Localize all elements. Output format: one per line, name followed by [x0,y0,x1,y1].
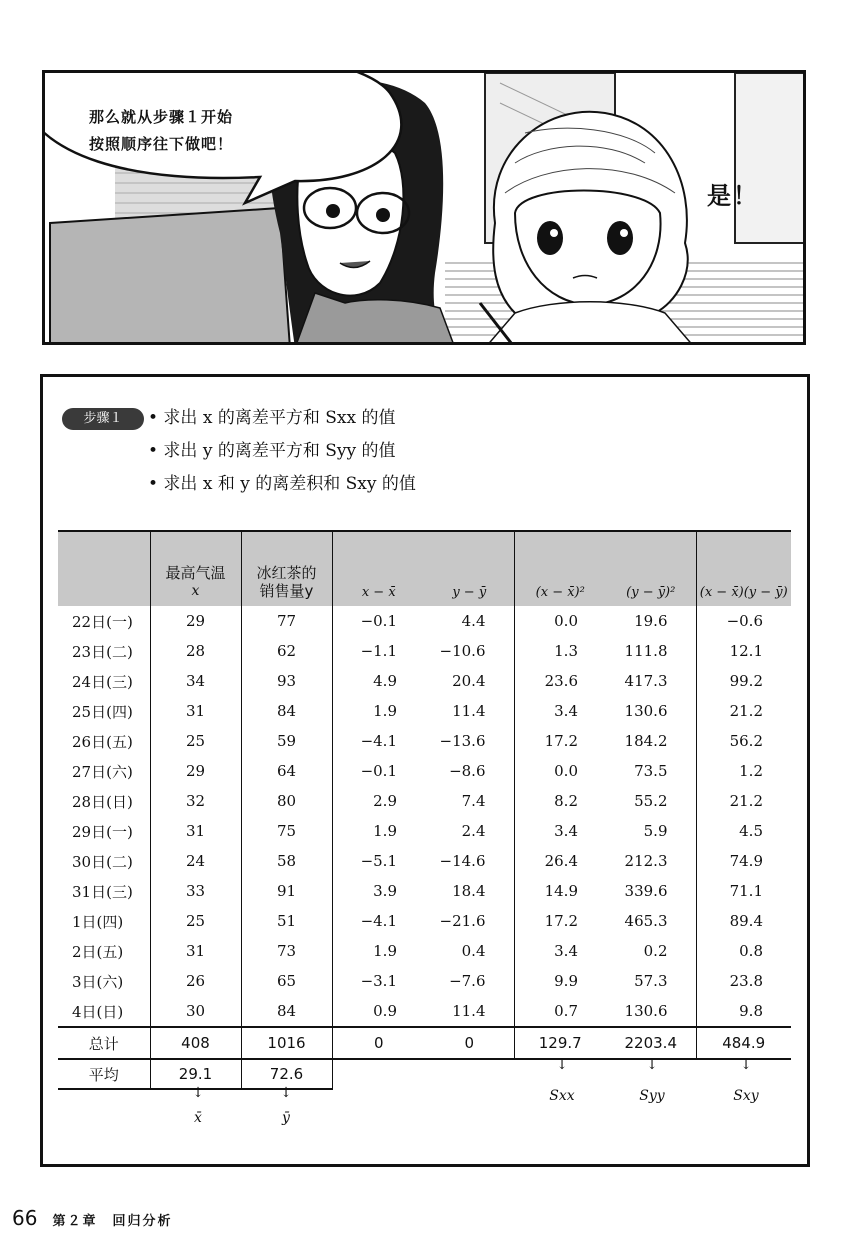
value-cell: 111.8 [606,636,696,666]
value-cell: 0.4 [425,936,514,966]
header-cell-max-temp: 最高气温 x [150,531,241,606]
value-cell: 17.2 [544,732,578,750]
sxx-symbol: Sxx [549,1088,575,1104]
value-cell: −4.1 [360,912,397,930]
value-cell: 14.9 [544,882,578,900]
date-cell: 29日(一) [58,816,150,846]
value-cell: 56.2 [729,732,763,750]
value-cell: 74.9 [729,852,763,870]
value-cell: 26.4 [544,852,578,870]
total-cell: 0 [425,1027,514,1059]
page-footer [12,1206,173,1230]
value-cell: 21.2 [729,702,763,720]
x-bar-symbol: x̄ [194,1110,202,1126]
value-cell: 51 [241,906,332,936]
value-cell: 29 [150,756,241,786]
table-row [58,936,791,966]
value-cell: 91 [241,876,332,906]
header-cell-sales: 冰红茶的 销售量y [241,531,332,606]
value-cell: −0.1 [360,612,397,630]
value-cell: 1.3 [554,642,578,660]
value-cell: 12.1 [729,642,763,660]
bullet-item: • 求出 x 和 y 的离差积和 Sxy 的值 [148,474,416,494]
total-cell: 408 [150,1027,241,1059]
value-cell: 93 [241,666,332,696]
table-row [58,786,791,816]
table-total-row [58,1027,791,1059]
value-cell: 23.6 [544,672,578,690]
table-row [58,666,791,696]
down-arrow-icon: ↓ [646,1057,658,1073]
value-cell: 84 [241,996,332,1027]
date-cell: 3日(六) [58,966,150,996]
page-number: 66 [12,1206,38,1230]
value-cell: 80 [241,786,332,816]
value-cell: 18.4 [425,876,514,906]
value-cell: 64 [241,756,332,786]
value-cell: −1.1 [360,642,397,660]
value-cell: 26 [150,966,241,996]
down-arrow-icon: ↓ [556,1057,568,1073]
value-cell: 77 [241,606,332,636]
average-cell: 72.6 [241,1059,332,1089]
value-cell: 73 [241,936,332,966]
table-row [58,726,791,756]
value-cell: 1.9 [373,702,397,720]
table-row [58,636,791,666]
total-cell: 2203.4 [606,1027,696,1059]
value-cell: 3.4 [554,942,578,960]
speech-bubble-text: 那么就从步骤１开始 按照顺序往下做吧！ [89,108,234,153]
total-cell: 1016 [241,1027,332,1059]
value-cell: −8.6 [425,756,514,786]
value-cell: 84 [241,696,332,726]
value-cell: 2.9 [373,792,397,810]
value-cell: 339.6 [606,876,696,906]
table-row [58,756,791,786]
value-cell: 0.7 [554,1002,578,1020]
total-cell: 484.9 [696,1027,791,1059]
date-cell: 30日(二) [58,846,150,876]
value-cell: 57.3 [606,966,696,996]
date-cell: 4日(日) [58,996,150,1027]
value-cell: −5.1 [360,852,397,870]
value-cell: 29 [150,606,241,636]
value-cell: −21.6 [425,906,514,936]
table-row [58,876,791,906]
date-cell: 25日(四) [58,696,150,726]
total-label: 总计 [58,1027,150,1059]
table-row [58,696,791,726]
value-cell: 75 [241,816,332,846]
value-cell: −14.6 [425,846,514,876]
value-cell: 24 [150,846,241,876]
value-cell: 11.4 [425,996,514,1027]
value-cell: 130.6 [606,996,696,1027]
date-cell: 23日(二) [58,636,150,666]
total-cell: 129.7 [514,1027,606,1059]
value-cell: 8.2 [554,792,578,810]
date-cell: 2日(五) [58,936,150,966]
value-cell: 73.5 [606,756,696,786]
value-cell: −0.6 [726,612,763,630]
value-cell: 3.9 [373,882,397,900]
value-cell: 25 [150,906,241,936]
value-cell: 0.2 [606,936,696,966]
value-cell: 0.9 [373,1002,397,1020]
value-cell: 1.9 [373,822,397,840]
value-cell: 34 [150,666,241,696]
down-arrow-icon: ↓ [740,1057,752,1073]
value-cell: 9.9 [554,972,578,990]
manga-panel [42,70,806,345]
value-cell: 0.8 [739,942,763,960]
table-row [58,966,791,996]
value-cell: 89.4 [729,912,763,930]
value-cell: −3.1 [360,972,397,990]
bullet-item: • 求出 x 的离差平方和 Sxx 的值 [148,408,396,428]
table-row [58,996,791,1027]
value-cell: 21.2 [729,792,763,810]
value-cell: 417.3 [606,666,696,696]
value-cell: 62 [241,636,332,666]
value-cell: 31 [150,696,241,726]
value-cell: −4.1 [360,732,397,750]
deviation-table [58,530,791,1090]
value-cell: 11.4 [425,696,514,726]
down-arrow-icon: ↓ [280,1085,292,1101]
y-bar-symbol: ȳ [282,1110,290,1126]
value-cell: 99.2 [729,672,763,690]
date-cell: 22日(一) [58,606,150,636]
table-row [58,846,791,876]
value-cell: 3.4 [554,702,578,720]
table-average-row [58,1059,791,1089]
table-row [58,816,791,846]
shout-text: 是！ [707,182,759,210]
value-cell: 1.9 [373,942,397,960]
header-cell-xy-dev: (x − x̄)(y − ȳ) [696,531,791,606]
value-cell: 2.4 [425,816,514,846]
date-cell: 24日(三) [58,666,150,696]
value-cell: 17.2 [544,912,578,930]
value-cell: 212.3 [606,846,696,876]
value-cell: 23.8 [729,972,763,990]
value-cell: 465.3 [606,906,696,936]
value-cell: −10.6 [425,636,514,666]
value-cell: 1.2 [739,762,763,780]
average-label: 平均 [58,1059,150,1089]
value-cell: 7.4 [425,786,514,816]
value-cell: 9.8 [739,1002,763,1020]
value-cell: 0.0 [554,612,578,630]
value-cell: 33 [150,876,241,906]
step-badge: 步骤１ [62,408,144,430]
sxy-symbol: Sxy [733,1088,759,1104]
value-cell: 19.6 [606,606,696,636]
value-cell: 20.4 [425,666,514,696]
value-cell: −0.1 [360,762,397,780]
down-arrow-icon: ↓ [192,1085,204,1101]
date-cell: 26日(五) [58,726,150,756]
value-cell: 32 [150,786,241,816]
date-cell: 31日(三) [58,876,150,906]
syy-symbol: Syy [639,1088,665,1104]
value-cell: 65 [241,966,332,996]
value-cell: 130.6 [606,696,696,726]
value-cell: 30 [150,996,241,1027]
header-cell-x-dev: x − x̄ [332,531,425,606]
value-cell: 5.9 [606,816,696,846]
header-cell-y-dev: y − ȳ [425,531,514,606]
chapter-title: 第２章 回归分析 [52,1214,173,1229]
value-cell: 55.2 [606,786,696,816]
value-cell: 3.4 [554,822,578,840]
value-cell: 58 [241,846,332,876]
value-cell: 4.9 [373,672,397,690]
total-cell: 0 [332,1027,425,1059]
value-cell: 4.5 [739,822,763,840]
date-cell: 28日(日) [58,786,150,816]
table-header-row [58,531,791,606]
value-cell: 184.2 [606,726,696,756]
step-bullet-list [148,402,416,501]
header-cell-x-dev-sq: (x − x̄)² [514,531,606,606]
bullet-item: • 求出 y 的离差平方和 Syy 的值 [148,441,396,461]
table-row [58,606,791,636]
date-cell: 27日(六) [58,756,150,786]
value-cell: 71.1 [729,882,763,900]
date-cell: 1日(四) [58,906,150,936]
value-cell: 59 [241,726,332,756]
value-cell: 0.0 [554,762,578,780]
value-cell: 4.4 [425,606,514,636]
table-row [58,906,791,936]
value-cell: −13.6 [425,726,514,756]
value-cell: 25 [150,726,241,756]
value-cell: 31 [150,816,241,846]
value-cell: −7.6 [425,966,514,996]
value-cell: 31 [150,936,241,966]
value-cell: 28 [150,636,241,666]
header-cell-y-dev-sq: (y − ȳ)² [606,531,696,606]
average-cell: 29.1 [150,1059,241,1089]
header-cell-date [58,531,150,606]
